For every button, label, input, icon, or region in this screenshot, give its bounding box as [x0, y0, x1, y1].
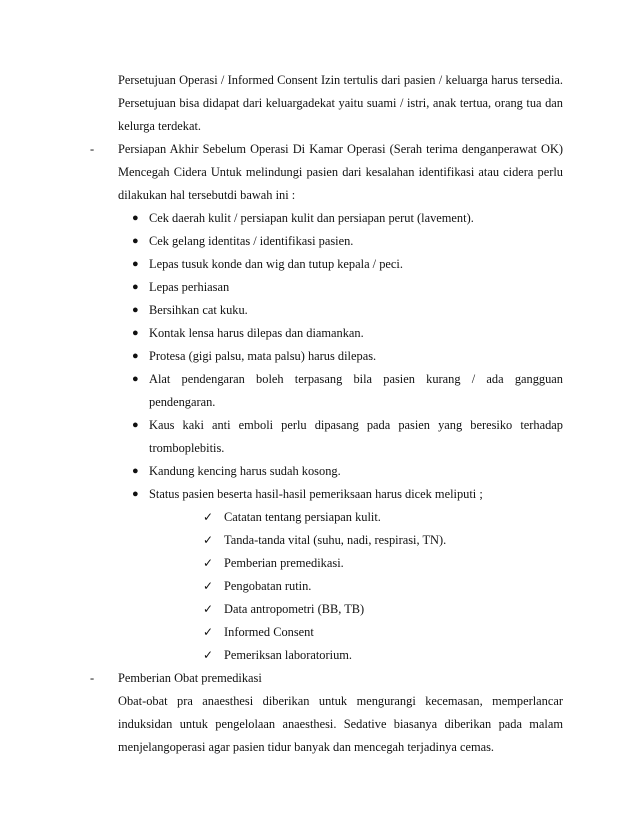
checklist-item: Pemeriksan laboratorium.	[224, 648, 353, 662]
section-intro-line-2: dilakukan hal tersebutdi bawah ini :	[118, 188, 296, 202]
checkmark-icon: ✓	[203, 625, 214, 639]
consent-line-3: kelurga terdekat.	[118, 119, 202, 133]
premedikasi-line-3: menjelangoperasi agar pasien tidur banyak dan mencegah terjadinya cemas.	[118, 740, 495, 754]
bullet-icon: ●	[132, 235, 139, 247]
list-item: Kaus kaki anti emboli perlu dipasang pada pasien yang beresiko terhadap	[149, 418, 563, 432]
list-item: Kandung kencing harus sudah kosong.	[149, 464, 341, 478]
list-item-continuation: tromboplebitis.	[149, 441, 225, 455]
section-intro-line-1: Mencegah Cidera Untuk melindungi pasien dari kesalahan identifikasi atau cidera perlu	[118, 165, 563, 179]
list-item: Protesa (gigi palsu, mata palsu) harus dilepas.	[149, 349, 377, 363]
checkmark-icon: ✓	[203, 579, 214, 593]
bullet-icon: ●	[132, 419, 139, 431]
list-item: Bersihkan cat kuku.	[149, 303, 248, 317]
bullet-icon: ●	[132, 465, 139, 477]
checkmark-icon: ✓	[203, 648, 214, 662]
premedikasi-line-2: induksidan untuk pengelolaan anaesthesi. Sedative biasanya diberikan pada malam	[118, 717, 563, 731]
bullet-icon: ●	[132, 373, 139, 385]
list-item: Lepas tusuk konde dan wig dan tutup kepala / peci.	[149, 257, 403, 271]
checklist-item: Pemberian premedikasi.	[224, 556, 344, 570]
bullet-icon: ●	[132, 258, 139, 270]
bullet-icon: ●	[132, 350, 139, 362]
checkmark-icon: ✓	[203, 533, 214, 547]
checkmark-icon: ✓	[203, 556, 214, 570]
checklist-item: Catatan tentang persiapan kulit.	[224, 510, 381, 524]
list-item-continuation: pendengaran.	[149, 395, 216, 409]
list-item: Status pasien beserta hasil-hasil pemeriksaan harus dicek meliputi ;	[149, 487, 483, 501]
section-heading-premedikasi: Pemberian Obat premedikasi	[118, 671, 262, 685]
bullet-icon: ●	[132, 488, 139, 500]
checklist-item: Informed Consent	[224, 625, 314, 639]
section-dash-marker: -	[90, 142, 95, 156]
section-dash-marker: -	[90, 671, 95, 685]
checklist-item: Tanda-tanda vital (suhu, nadi, respirasi, TN).	[224, 533, 447, 547]
section-heading-persiapan: Persiapan Akhir Sebelum Operasi Di Kamar Operasi (Serah terima denganperawat OK)	[118, 142, 563, 156]
premedikasi-line-1: Obat-obat pra anaesthesi diberikan untuk mengurangi kecemasan, memperlancar	[118, 694, 563, 708]
bullet-icon: ●	[132, 281, 139, 293]
list-item: Kontak lensa harus dilepas dan diamankan.	[149, 326, 364, 340]
list-item: Alat pendengaran boleh terpasang bila pasien kurang / ada gangguan	[149, 372, 563, 386]
bullet-icon: ●	[132, 212, 139, 224]
list-item: Lepas perhiasan	[149, 280, 230, 294]
bullet-icon: ●	[132, 304, 139, 316]
consent-line-1: Persetujuan Operasi / Informed Consent Izin tertulis dari pasien / keluarga harus tersedia.	[118, 73, 563, 87]
consent-line-2: Persetujuan bisa didapat dari keluargadekat yaitu suami / istri, anak tertua, orang tua dan	[118, 96, 563, 110]
list-item: Cek daerah kulit / persiapan kulit dan persiapan perut (lavement).	[149, 211, 474, 225]
checkmark-icon: ✓	[203, 510, 214, 524]
checkmark-icon: ✓	[203, 602, 214, 616]
list-item: Cek gelang identitas / identifikasi pasien.	[149, 234, 354, 248]
bullet-icon: ●	[132, 327, 139, 339]
checklist-item: Data antropometri (BB, TB)	[224, 602, 365, 616]
checklist-item: Pengobatan rutin.	[224, 579, 312, 593]
